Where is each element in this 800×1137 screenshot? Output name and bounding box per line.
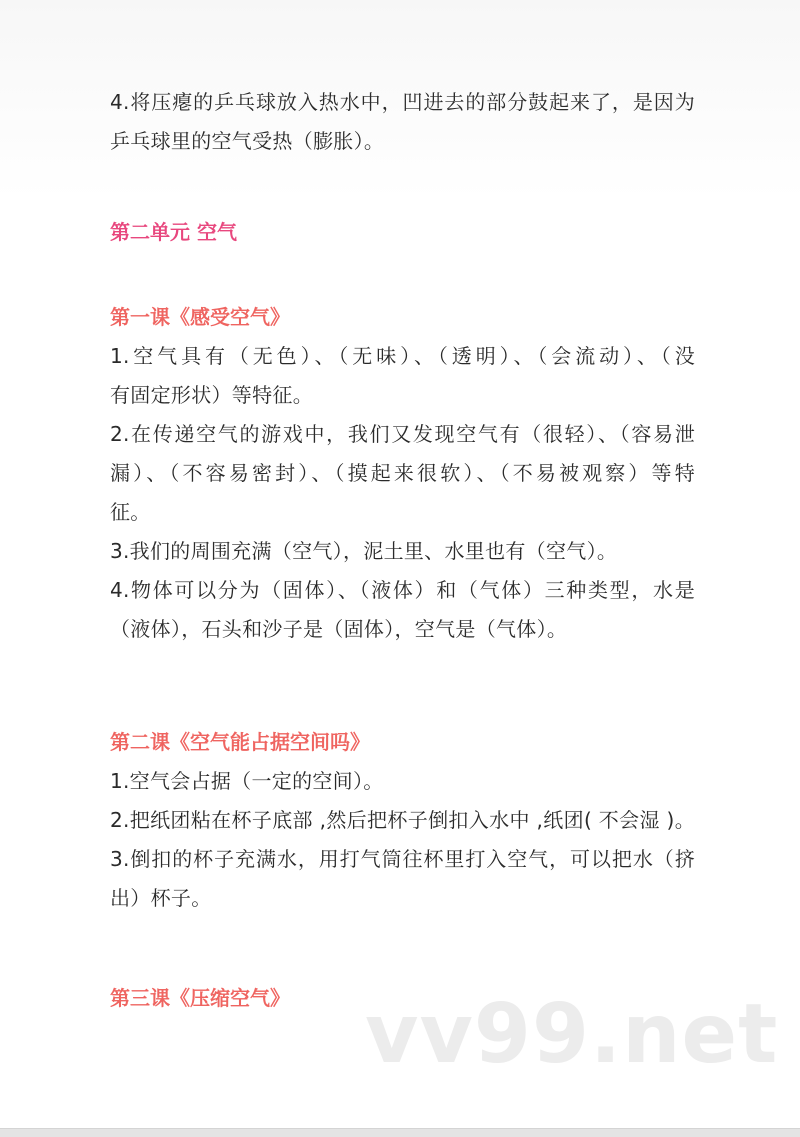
text-line: 乒乓球里的空气受热（膨胀）。 <box>110 129 385 153</box>
text-line: 有固定形状）等特征。 <box>110 383 313 407</box>
text-line: 4.将压瘪的乒乓球放入热水中，凹进去的部分鼓起来了，是因为 <box>110 90 695 114</box>
unit-heading-block <box>110 212 695 252</box>
lesson3-title: 第三课《压缩空气》 <box>110 986 290 1010</box>
intro-paragraph <box>110 83 695 161</box>
lesson2-section <box>110 722 695 918</box>
text-line: （液体），石头和沙子是（固体），空气是（气体）。 <box>110 617 568 641</box>
text-line: 1.空气会占据（一定的空间）。 <box>110 769 384 793</box>
text-line: 3.倒扣的杯子充满水，用打气筒往杯里打入空气，可以把水（挤 <box>110 847 695 871</box>
text-line: 1.空气具有（无色）、（无味）、（透明）、（会流动）、（没 <box>110 344 695 368</box>
text-line: 2.把纸团粘在杯子底部 ,然后把杯子倒扣入水中 ,纸团( 不会湿 )。 <box>110 808 695 832</box>
lesson2-title: 第二课《空气能占据空间吗》 <box>110 730 370 754</box>
text-line: 3.我们的周围充满（空气），泥土里、水里也有（空气）。 <box>110 539 618 563</box>
text-line: 征。 <box>110 500 151 524</box>
unit-title: 第二单元 空气 <box>110 220 237 244</box>
page-bottom-edge <box>0 1128 800 1137</box>
lesson1-section <box>110 297 695 649</box>
lesson1-title: 第一课《感受空气》 <box>110 305 290 329</box>
watermark-text: vv99.net <box>365 987 779 1082</box>
text-line: 4.物体可以分为（固体）、（液体）和（气体）三种类型，水是 <box>110 578 695 602</box>
text-line: 漏）、（不容易密封）、（摸起来很软）、（不易被观察）等特 <box>110 461 695 485</box>
text-line: 2.在传递空气的游戏中，我们又发现空气有（很轻）、（容易泄 <box>110 422 695 446</box>
text-line: 出）杯子。 <box>110 886 212 910</box>
